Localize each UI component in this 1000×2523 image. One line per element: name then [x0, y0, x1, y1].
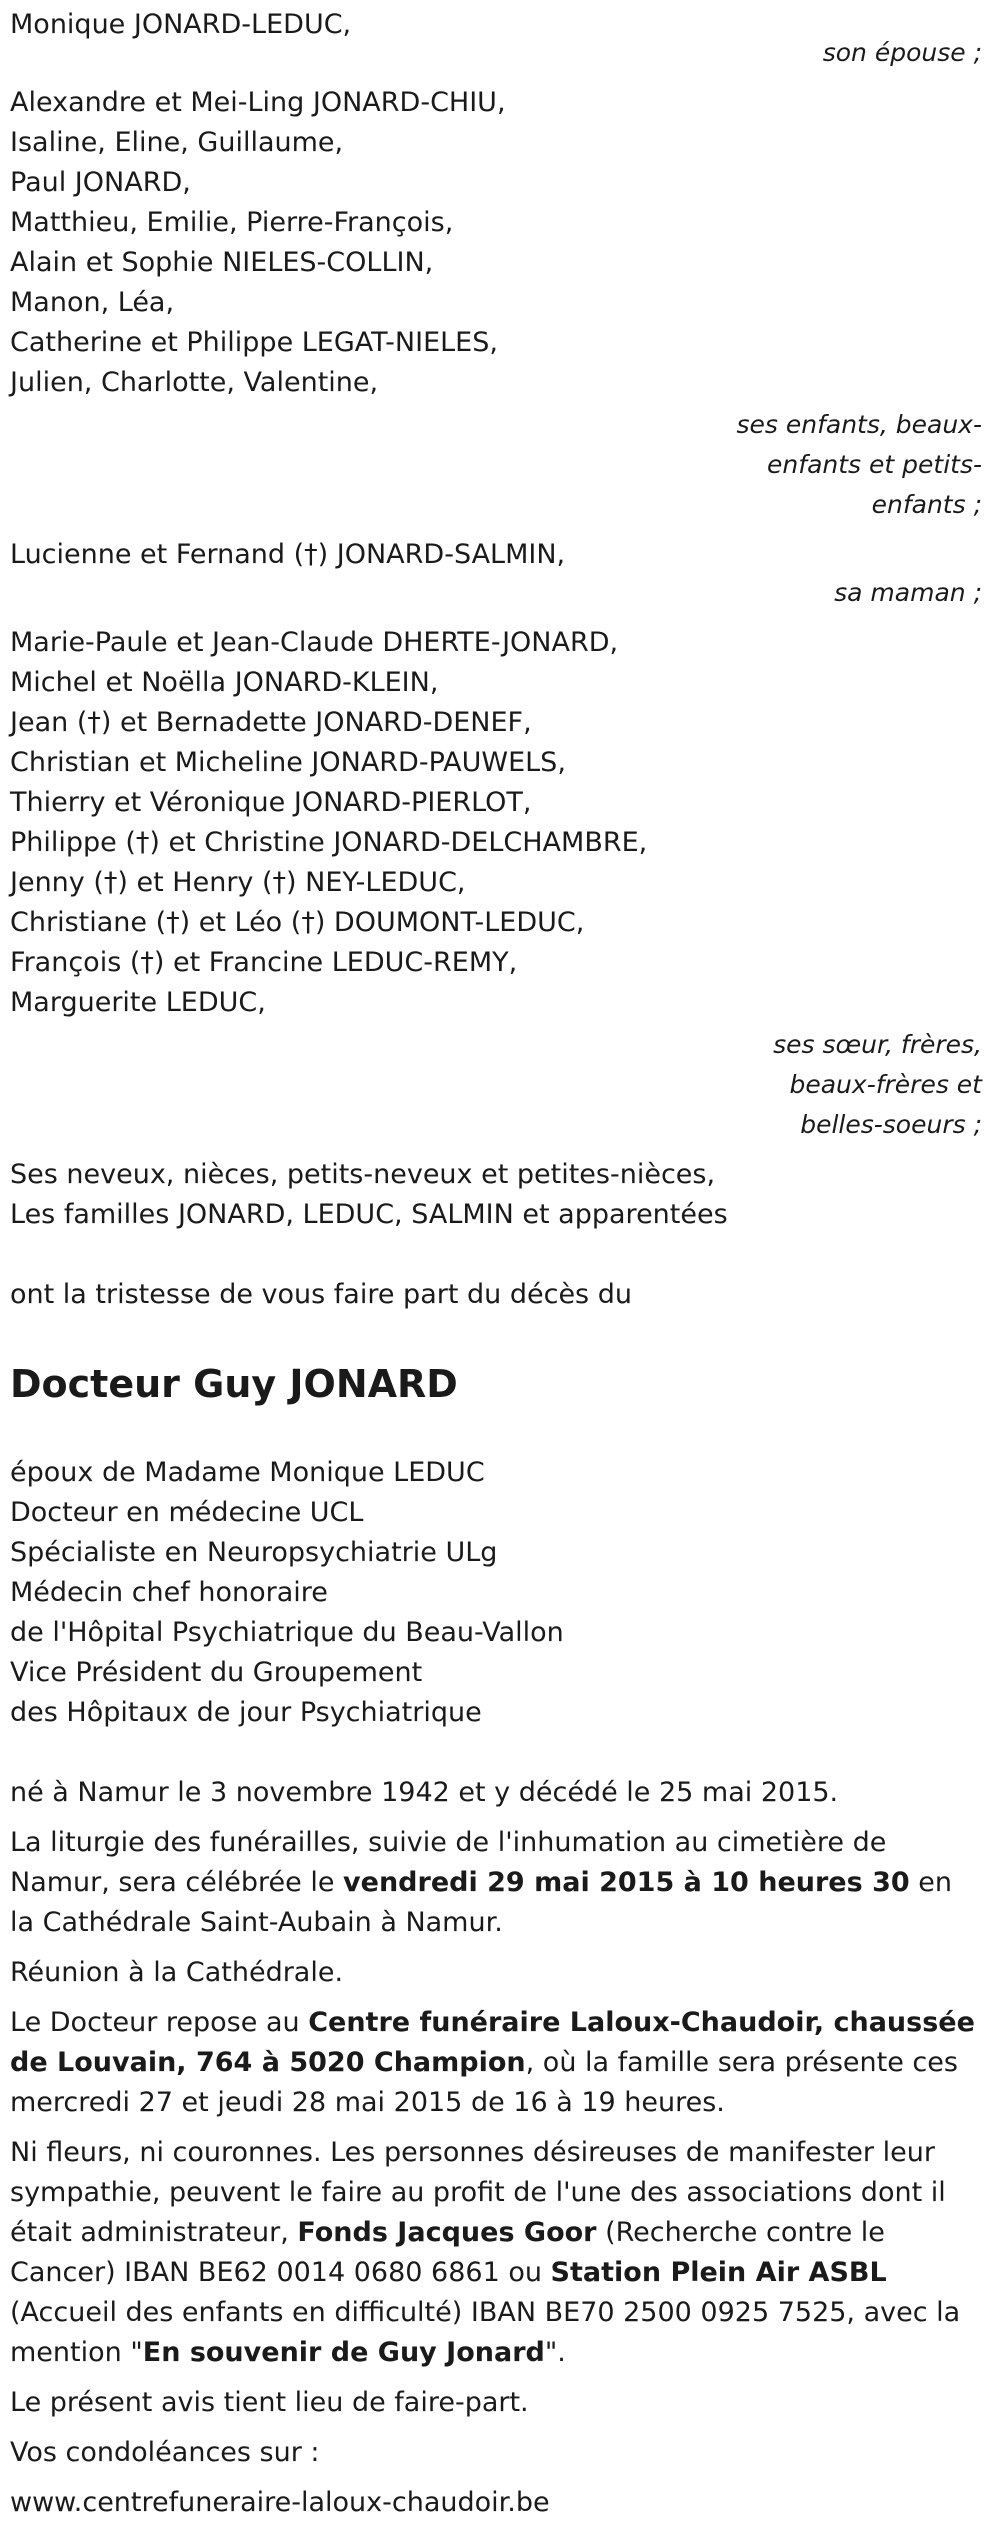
repose-text: , où la famille sera présente ces mercredi 27 et jeudi 28 mai 2015 de 16 à 19 heures. — [10, 2047, 958, 2118]
family-name-line: Julien, Charlotte, Valentine, — [10, 367, 379, 398]
family-name-line: Matthieu, Emilie, Pierre-François, — [10, 207, 454, 238]
family-name-line: Manon, Léa, — [10, 287, 175, 318]
title-line: époux de Madame Monique LEDUC — [10, 1457, 485, 1488]
website-link[interactable]: www.centrefuneraire-laloux-chaudoir.be — [10, 2487, 550, 2518]
family-name-line: Les familles JONARD, LEDUC, SALMIN et apparentées — [10, 1199, 728, 1230]
funeral-text: La liturgie des funérailles, suivie de l'inhumation au cimetière de Namur, sera célébrée le — [10, 1827, 887, 1898]
birth-death-dates: né à Namur le 3 novembre 1942 et y décédé le 25 mai 2015. — [10, 1777, 839, 1808]
relation-label: sa maman ; — [834, 578, 982, 607]
family-name-line: Marguerite LEDUC, — [10, 987, 266, 1018]
family-group-mother — [10, 535, 982, 613]
family-name-line: Philippe (†) et Christine JONARD-DELCHAMBRE, — [10, 827, 648, 858]
family-name-line: Marie-Paule et Jean-Claude DHERTE-JONARD, — [10, 627, 619, 658]
family-group-extended — [10, 1155, 982, 1235]
family-name-line: Ses neveux, nièces, petits-neveux et petites-nièces, — [10, 1159, 716, 1190]
family-name-line: Christiane (†) et Léo (†) DOUMONT-LEDUC, — [10, 907, 585, 938]
family-name-line: Alain et Sophie NIELES-COLLIN, — [10, 247, 434, 278]
funeral-text: en la Cathédrale Saint-Aubain à Namur. — [10, 1867, 952, 1938]
family-name-line: Paul JONARD, — [10, 167, 191, 198]
family-group-spouse — [10, 0, 982, 73]
family-name-line: Michel et Noëlla JONARD-KLEIN, — [10, 667, 439, 698]
title-line: Médecin chef honoraire — [10, 1577, 328, 1608]
title-line: de l'Hôpital Psychiatrique du Beau-Vallon — [10, 1617, 564, 1648]
family-group-children — [10, 83, 982, 525]
family-name-line: Christian et Micheline JONARD-PAUWELS, — [10, 747, 566, 778]
title-line: Spécialiste en Neuropsychiatrie ULg — [10, 1537, 498, 1568]
family-name-line: François (†) et Francine LEDUC-REMY, — [10, 947, 518, 978]
funeral-home-address: Centre funéraire Laloux-Chaudoir, chaussée de Louvain, 764 à 5020 Champion — [10, 2007, 975, 2078]
family-name-line: Thierry et Véronique JONARD-PIERLOT, — [10, 787, 532, 818]
title-line: Docteur en médecine UCL — [10, 1497, 364, 1528]
family-group-siblings — [10, 623, 982, 1145]
announcement-text: ont la tristesse de vous faire part du décès du — [10, 1279, 632, 1310]
family-name-line: Lucienne et Fernand (†) JONARD-SALMIN, — [10, 539, 566, 570]
relation-label: ses sœur, frères, beaux-frères et belles-soeurs ; — [773, 1030, 982, 1139]
family-name-line: Alexandre et Mei-Ling JONARD-CHIU, — [10, 87, 506, 118]
donation-text: ". — [544, 2337, 566, 2368]
notice-text: Le présent avis tient lieu de faire-part. — [10, 2387, 529, 2418]
donation-details — [10, 2133, 982, 2373]
title-line: Vice Président du Groupement — [10, 1657, 423, 1688]
family-name-line: Jenny (†) et Henry (†) NEY-LEDUC, — [10, 867, 466, 898]
reunion-text: Réunion à la Cathédrale. — [10, 1957, 344, 1988]
title-line: des Hôpitaux de jour Psychiatrique — [10, 1697, 482, 1728]
family-name-line: Jean (†) et Bernadette JONARD-DENEF, — [10, 707, 532, 738]
deceased-name: Docteur Guy JONARD — [10, 1362, 458, 1406]
donation-text: (Accueil des enfants en difficulté) IBAN BE70 2500 0925 7525, avec la mention " — [10, 2297, 961, 2368]
repose-text: Le Docteur repose au — [10, 2007, 309, 2038]
relation-label: son épouse ; — [822, 38, 982, 67]
family-name-line: Monique JONARD-LEDUC, — [10, 9, 352, 40]
relation-label: ses enfants, beaux-enfants et petits-enfants ; — [736, 410, 982, 519]
deceased-titles — [10, 1453, 982, 1733]
charity-name: Station Plein Air ASBL — [550, 2257, 887, 2288]
donation-text: Ni fleurs, ni couronnes. Les personnes désireuses de manifester leur sympathie, peuvent le faire au profit de l'une des associations dont il était administrateur, — [10, 2137, 946, 2248]
donation-text: (Recherche contre le Cancer) IBAN BE62 0014 0680 6861 ou — [10, 2217, 885, 2288]
donation-mention: En souvenir de Guy Jonard — [142, 2337, 545, 2368]
funeral-date-time: vendredi 29 mai 2015 à 10 heures 30 — [343, 1867, 910, 1898]
charity-name: Fonds Jacques Goor — [297, 2217, 597, 2248]
funeral-details — [10, 1823, 982, 1943]
family-name-line: Isaline, Eline, Guillaume, — [10, 127, 344, 158]
repose-details — [10, 2003, 982, 2123]
family-name-line: Catherine et Philippe LEGAT-NIELES, — [10, 327, 498, 358]
condolences-label: Vos condoléances sur : — [10, 2437, 320, 2468]
